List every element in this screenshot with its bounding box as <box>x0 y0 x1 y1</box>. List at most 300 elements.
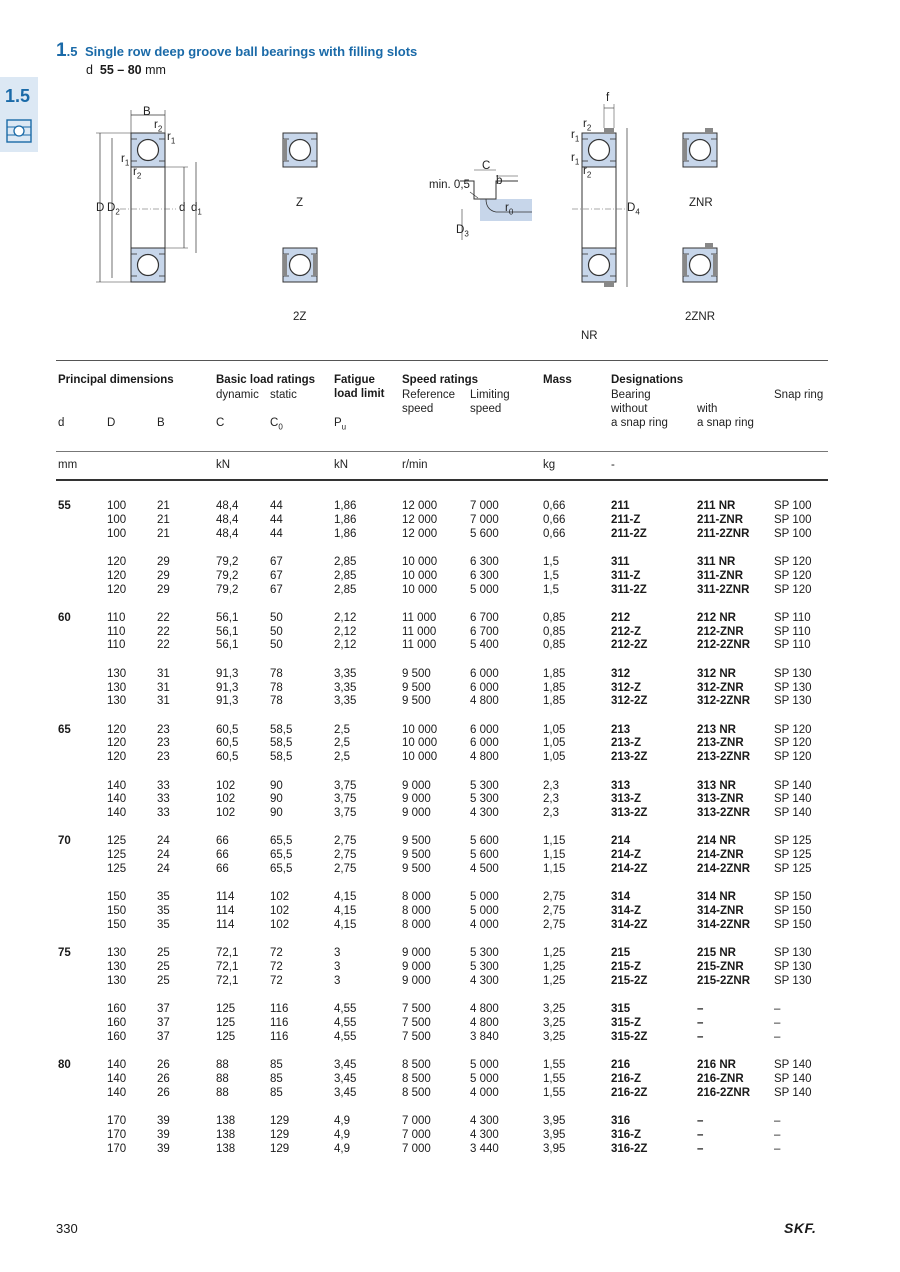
table-cell: 1,25 <box>543 961 566 973</box>
table-cell: 2,12 <box>334 625 357 638</box>
label-nr-r1b: $r_1$ <box>571 152 580 167</box>
table-cell: 3,75 <box>334 779 357 792</box>
table-cell: 130 <box>107 974 127 987</box>
table-cell: 65,5 <box>270 849 293 862</box>
table-cell: 312-Z <box>611 681 642 694</box>
table-cell: 3,45 <box>334 1086 357 1099</box>
table-cell: SP 125 <box>774 849 812 862</box>
table-cell: 67 <box>270 569 283 582</box>
table-cell: 130 <box>107 947 127 960</box>
table-cell: 313 <box>611 779 631 792</box>
table-cell: 214-Z <box>611 849 642 862</box>
table-cell: 3,35 <box>334 695 357 708</box>
table-cell: 1,25 <box>543 947 566 960</box>
table-cell: 4 800 <box>470 695 499 708</box>
table-cell: 2,5 <box>334 751 350 764</box>
table-cell: 4,15 <box>334 891 357 904</box>
table-cell: 91,3 <box>216 695 239 708</box>
table-cell: 29 <box>157 569 170 582</box>
label-D3: $D_3$ <box>456 224 469 239</box>
table-cell: 29 <box>157 583 170 596</box>
table-cell: 5 000 <box>470 1072 499 1085</box>
table-cell: 9 000 <box>402 779 431 792</box>
table-cell: 0,85 <box>543 625 566 638</box>
table-cell: 100 <box>107 500 127 512</box>
table-cell: 72 <box>270 947 283 960</box>
table-cell: 315-Z <box>611 1016 642 1029</box>
table-cell: 3,75 <box>334 793 357 806</box>
label-ZNR: ZNR <box>689 197 713 209</box>
table-cell: 7 000 <box>402 1114 431 1127</box>
table-cell: 140 <box>107 1059 127 1071</box>
table-cell: 4 000 <box>470 918 499 931</box>
table-cell: SP 140 <box>774 1059 812 1071</box>
table-cell: 3 <box>334 947 341 960</box>
label-d: d <box>179 202 186 214</box>
table-cell: 5 300 <box>470 961 499 973</box>
table-cell: 1,05 <box>543 751 566 764</box>
table-cell: 4,55 <box>334 1003 357 1016</box>
table-cell: 213-2Z <box>611 751 648 764</box>
table-cell: 3,25 <box>543 1030 566 1043</box>
table-cell: 10 000 <box>402 569 438 582</box>
label-B: B <box>143 106 151 118</box>
table-cell: 313-Z <box>611 793 642 806</box>
table-cell: 29 <box>157 555 170 568</box>
table-cell: 114 <box>216 891 235 904</box>
table-cell: 4,15 <box>334 905 357 918</box>
table-cell: 60,5 <box>216 737 239 750</box>
table-cell: 102 <box>216 807 236 820</box>
table-cell: 2,3 <box>543 779 559 792</box>
table-cell: 50 <box>270 625 283 638</box>
table-cell: 85 <box>270 1072 283 1085</box>
table-cell: 1,86 <box>334 500 357 512</box>
table-cell: 6 000 <box>470 681 499 694</box>
table-cell: 140 <box>107 793 127 806</box>
table-cell: 313-2Z <box>611 807 648 820</box>
table-cell: – <box>774 1016 781 1029</box>
table-cell: 72 <box>270 961 283 973</box>
table-cell: 212-Z <box>611 625 642 638</box>
table-cell: SP 130 <box>774 961 812 973</box>
table-cell: 4 800 <box>470 751 499 764</box>
table-cell: 216-ZNR <box>697 1072 744 1085</box>
table-cell: 3,35 <box>334 681 357 694</box>
table-cell: 12 000 <box>402 513 438 526</box>
table-cell: 33 <box>157 779 170 792</box>
table-cell: 213-Z <box>611 737 642 750</box>
table-cell: 5 000 <box>470 1059 499 1071</box>
table-cell: 26 <box>157 1086 170 1099</box>
table-cell: SP 120 <box>774 569 812 582</box>
table-cell: SP 150 <box>774 905 812 918</box>
table-cell: 3,25 <box>543 1016 566 1029</box>
label-r1-left: $r_1$ <box>121 153 130 168</box>
table-cell: 9 000 <box>402 793 431 806</box>
table-cell: 91,3 <box>216 681 239 694</box>
table-cell: 6 300 <box>470 569 499 582</box>
table-cell: 120 <box>107 583 127 596</box>
table-cell: 90 <box>270 807 283 820</box>
header-snap-ring: Snap ring <box>774 389 824 401</box>
skf-logo: SKF. <box>784 1220 817 1236</box>
table-cell: 72,1 <box>216 961 239 973</box>
diameter-range: d 55 – 80 mm <box>86 63 166 77</box>
table-cell: 120 <box>107 555 127 568</box>
header-dynamic: dynamic <box>216 389 259 401</box>
table-cell: SP 120 <box>774 583 812 596</box>
table-cell: 130 <box>107 667 127 680</box>
table-cell: 4 000 <box>470 1086 499 1099</box>
header-reference: Reference <box>402 389 456 401</box>
table-cell: 102 <box>270 905 290 918</box>
table-cell: 9 500 <box>402 835 431 848</box>
table-cell: 213-2ZNR <box>697 751 751 764</box>
table-cell: 315-2Z <box>611 1030 648 1043</box>
table-cell: 7 500 <box>402 1016 431 1029</box>
table-cell: 1,15 <box>543 849 566 862</box>
page-title: Single row deep groove ball bearings with filling slots <box>85 44 418 59</box>
table-cell: SP 130 <box>774 667 812 680</box>
label-NR: NR <box>581 330 598 342</box>
table-cell: 72 <box>270 974 283 987</box>
table-cell: 2,3 <box>543 807 559 820</box>
table-cell: 6 000 <box>470 737 499 750</box>
table-cell: 39 <box>157 1142 170 1155</box>
table-cell: 37 <box>157 1016 170 1029</box>
table-cell: 316-Z <box>611 1128 642 1141</box>
table-cell: – <box>697 1128 704 1141</box>
table-cell: 35 <box>157 905 170 918</box>
table-cell: 23 <box>157 737 170 750</box>
table-cell: 72,1 <box>216 974 239 987</box>
table-cell: 216 <box>611 1059 631 1071</box>
table-cell: 37 <box>157 1003 170 1016</box>
header-static: static <box>270 389 297 401</box>
table-cell: 213-ZNR <box>697 737 744 750</box>
table-cell: 214-ZNR <box>697 849 744 862</box>
table-cell: 1,55 <box>543 1086 566 1099</box>
table-cell: 4,9 <box>334 1142 350 1155</box>
table-cell: SP 130 <box>774 947 812 960</box>
table-cell: 39 <box>157 1114 170 1127</box>
table-cell: 11 000 <box>402 611 437 624</box>
table-cell: 313 NR <box>697 779 736 792</box>
header-reference-speed: speed <box>402 403 434 415</box>
unit-rpm: r/min <box>402 459 428 471</box>
table-cell: 31 <box>157 695 170 708</box>
group-bore-d: 60 <box>58 611 71 624</box>
table-cell: 4,9 <box>334 1114 350 1127</box>
table-cell: 9 000 <box>402 974 431 987</box>
table-cell: – <box>774 1030 781 1043</box>
table-cell: 214-2ZNR <box>697 863 751 875</box>
table-cell: 311-ZNR <box>697 569 744 582</box>
table-cell: 8 500 <box>402 1059 431 1071</box>
table-cell: 0,85 <box>543 611 566 624</box>
table-cell: 212 NR <box>697 611 736 624</box>
table-cell: 26 <box>157 1059 170 1071</box>
header-principal: Principal dimensions <box>58 374 174 386</box>
table-cell: 140 <box>107 807 127 820</box>
group-bore-d: 75 <box>58 947 71 960</box>
table-cell: 214-2Z <box>611 863 648 875</box>
table-cell: 3,45 <box>334 1059 357 1071</box>
table-cell: 312-ZNR <box>697 681 744 694</box>
table-cell: 120 <box>107 737 127 750</box>
label-f: f <box>606 92 610 104</box>
label-nr-r2: $r_2$ <box>583 118 592 133</box>
label-C: C <box>482 160 491 172</box>
table-cell: 24 <box>157 835 170 848</box>
table-cell: 170 <box>107 1114 127 1127</box>
unit-dash: - <box>611 459 615 471</box>
col-D: D <box>107 417 116 429</box>
table-cell: 8 000 <box>402 918 431 931</box>
table-cell: 102 <box>270 918 290 931</box>
table-cell: 212 <box>611 611 631 624</box>
table-cell: 130 <box>107 961 127 973</box>
table-cell: 44 <box>270 513 283 526</box>
table-cell: SP 130 <box>774 681 812 694</box>
table-cell: 2,5 <box>334 723 350 736</box>
table-cell: 216-2ZNR <box>697 1086 751 1099</box>
col-d: d <box>58 417 65 429</box>
label-r1-top: $r_1$ <box>167 131 176 146</box>
table-cell: 3,45 <box>334 1072 357 1085</box>
label-r2-top: $r_2$ <box>154 119 163 134</box>
table-cell: 3 <box>334 961 341 973</box>
table-cell: 31 <box>157 667 170 680</box>
table-cell: 160 <box>107 1030 127 1043</box>
table-cell: 23 <box>157 723 170 736</box>
table-cell: 314 <box>611 891 631 904</box>
table-cell: 116 <box>270 1030 289 1043</box>
table-cell: 125 <box>107 835 127 848</box>
table-cell: 9 500 <box>402 695 431 708</box>
unit-kN-load: kN <box>216 459 231 471</box>
table-cell: 215 NR <box>697 947 736 960</box>
table-cell: 314-2Z <box>611 918 648 931</box>
table-cell: 1,5 <box>543 569 559 582</box>
table-cell: 66 <box>216 835 229 848</box>
table-cell: 9 000 <box>402 961 431 973</box>
table-cell: 211-2ZNR <box>697 527 750 540</box>
table-cell: – <box>774 1114 781 1127</box>
label-nr-r2b: $r_2$ <box>583 165 592 180</box>
table-cell: 22 <box>157 611 170 624</box>
table-cell: 67 <box>270 583 283 596</box>
table-cell: SP 120 <box>774 723 812 736</box>
header-load-limit: load limit <box>334 388 385 400</box>
table-cell: 9 000 <box>402 807 431 820</box>
table-cell: 211 <box>611 500 630 512</box>
label-D: D <box>96 202 105 214</box>
table-cell: SP 140 <box>774 807 812 820</box>
table-cell: 2,5 <box>334 737 350 750</box>
table-cell: 21 <box>157 527 170 540</box>
label-2ZNR: 2ZNR <box>685 311 716 323</box>
table-cell: SP 125 <box>774 835 812 848</box>
table-cell: 215-2ZNR <box>697 974 751 987</box>
table-cell: 5 000 <box>470 583 499 596</box>
table-cell: 313-2ZNR <box>697 807 751 820</box>
table-cell: 1,5 <box>543 583 559 596</box>
table-cell: 1,25 <box>543 974 566 987</box>
table-cell: 1,15 <box>543 835 566 848</box>
label-2Z: 2Z <box>293 311 307 323</box>
table-cell: SP 110 <box>774 639 811 652</box>
table-cell: 2,3 <box>543 793 559 806</box>
table-cell: 78 <box>270 667 283 680</box>
table-cell: 10 000 <box>402 751 438 764</box>
table-cell: 140 <box>107 1072 127 1085</box>
group-bore-d: 70 <box>58 835 71 848</box>
table-cell: 88 <box>216 1059 229 1071</box>
table-cell: SP 125 <box>774 863 812 875</box>
table-cell: 10 000 <box>402 723 438 736</box>
table-cell: 2,75 <box>543 891 566 904</box>
table-cell: 212-ZNR <box>697 625 744 638</box>
table-cell: 215-Z <box>611 961 642 973</box>
table-cell: 1,86 <box>334 513 357 526</box>
header-fatigue: Fatigue <box>334 374 375 386</box>
table-cell: 79,2 <box>216 555 239 568</box>
table-cell: 4,55 <box>334 1030 357 1043</box>
table-cell: 6 000 <box>470 667 499 680</box>
table-cell: 0,66 <box>543 527 566 540</box>
table-cell: 33 <box>157 793 170 806</box>
table-cell: 58,5 <box>270 723 293 736</box>
table-cell: 24 <box>157 849 170 862</box>
table-cell: 312 NR <box>697 667 736 680</box>
table-cell: 10 000 <box>402 583 438 596</box>
table-cell: 102 <box>216 793 236 806</box>
table-cell: 216-2Z <box>611 1086 648 1099</box>
header-limiting-speed: speed <box>470 403 502 415</box>
table-cell: 4 300 <box>470 1114 499 1127</box>
table-cell: 88 <box>216 1072 229 1085</box>
table-cell: 314 NR <box>697 891 736 904</box>
table-cell: 4 800 <box>470 1003 499 1016</box>
table-cell: 5 000 <box>470 891 499 904</box>
table-cell: 100 <box>107 513 127 526</box>
table-cell: 216 NR <box>697 1059 736 1071</box>
table-cell: 1,85 <box>543 667 566 680</box>
table-cell: 72,1 <box>216 947 239 960</box>
table-cell: 120 <box>107 723 127 736</box>
table-cell: 1,05 <box>543 737 566 750</box>
table-cell: 85 <box>270 1059 283 1071</box>
page-number: 330 <box>56 1221 78 1236</box>
header-with-snap: a snap ring <box>697 417 754 429</box>
table-cell: 316-2Z <box>611 1142 648 1155</box>
table-cell: 100 <box>107 527 127 540</box>
group-bore-d: 65 <box>58 723 71 736</box>
table-cell: 3 840 <box>470 1030 499 1043</box>
table-cell: – <box>774 1142 781 1155</box>
table-cell: 5 600 <box>470 527 499 540</box>
table-cell: 58,5 <box>270 737 293 750</box>
table-cell: 11 000 <box>402 639 437 652</box>
header-with: with <box>697 403 718 415</box>
label-D4: $D_4$ <box>627 202 640 217</box>
table-cell: 85 <box>270 1086 283 1099</box>
table-cell: 7 500 <box>402 1003 431 1016</box>
table-cell: 24 <box>157 863 170 875</box>
table-cell: SP 140 <box>774 1086 812 1099</box>
table-cell: 33 <box>157 807 170 820</box>
table-cell: 120 <box>107 569 127 582</box>
table-cell: 3 440 <box>470 1142 499 1155</box>
table-cell: 150 <box>107 918 127 931</box>
label-min: min. 0,5 <box>429 179 470 191</box>
table-cell: – <box>697 1016 704 1029</box>
table-cell: 56,1 <box>216 639 239 652</box>
table-cell: 8 000 <box>402 891 431 904</box>
table-cell: 3,95 <box>543 1114 566 1127</box>
table-cell: SP 100 <box>774 527 812 540</box>
table-cell: 58,5 <box>270 751 293 764</box>
table-cell: 5 600 <box>470 849 499 862</box>
table-cell: 5 400 <box>470 639 499 652</box>
table-cell: 2,75 <box>543 918 566 931</box>
table-cell: 3,35 <box>334 667 357 680</box>
table-cell: 2,85 <box>334 555 357 568</box>
group-bore-d: 80 <box>58 1059 71 1071</box>
table-cell: 102 <box>216 779 236 792</box>
table-cell: 37 <box>157 1030 170 1043</box>
table-cell: 1,85 <box>543 695 566 708</box>
table-cell: 215-2Z <box>611 974 648 987</box>
label-r2-left: $r_2$ <box>133 166 142 181</box>
table-cell: SP 120 <box>774 737 812 750</box>
table-cell: 21 <box>157 500 170 512</box>
table-cell: 315 <box>611 1003 631 1016</box>
table-cell: 9 500 <box>402 667 431 680</box>
table-cell: – <box>774 1128 781 1141</box>
table-cell: 3,95 <box>543 1142 566 1155</box>
label-r0: $r_0$ <box>505 202 514 217</box>
table-cell: 129 <box>270 1142 290 1155</box>
table-cell: 44 <box>270 500 283 512</box>
table-cell: 12 000 <box>402 500 438 512</box>
table-cell: 215-ZNR <box>697 961 744 973</box>
table-cell: 2,12 <box>334 611 357 624</box>
table-cell: 4,55 <box>334 1016 357 1029</box>
table-cell: 116 <box>270 1003 289 1016</box>
table-cell: 60,5 <box>216 723 239 736</box>
table-cell: 8 500 <box>402 1086 431 1099</box>
table-cell: 2,75 <box>543 905 566 918</box>
table-cell: 35 <box>157 891 170 904</box>
table-cell: SP 120 <box>774 751 812 764</box>
table-cell: 3,25 <box>543 1003 566 1016</box>
table-cell: 56,1 <box>216 611 239 624</box>
header-bearing: Bearing <box>611 389 651 401</box>
header-limiting: Limiting <box>470 389 510 401</box>
table-cell: 130 <box>107 681 127 694</box>
table-cell: SP 100 <box>774 513 812 526</box>
table-cell: 0,66 <box>543 500 566 512</box>
table-cell: 66 <box>216 863 229 875</box>
table-cell: 211-ZNR <box>697 513 744 526</box>
table-cell: 3,95 <box>543 1128 566 1141</box>
table-cell: 50 <box>270 639 283 652</box>
table-cell: 1,85 <box>543 681 566 694</box>
table-cell: 90 <box>270 779 283 792</box>
